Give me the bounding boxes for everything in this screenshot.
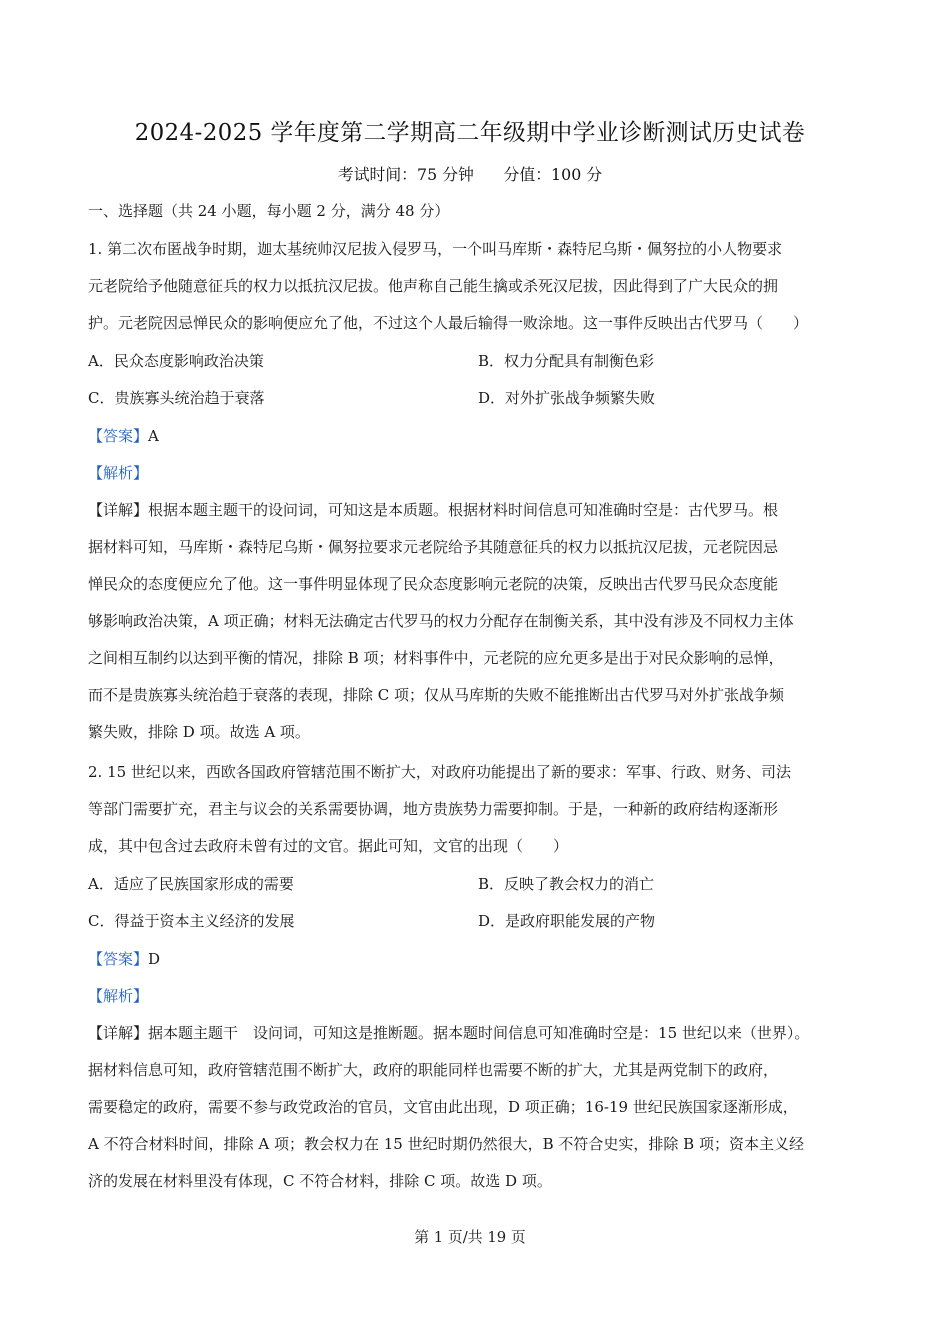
detail-text: 据本题主题干 设问词，可知这是推断题。据本题时间信息可知准确时空是：15 世纪以来（世界）。 xyxy=(148,1024,810,1042)
q1-stem-line: 护。元老院因忌惮民众的影响便应允了他，不过这个人最后输得一败涂地。这一事件反映出古代罗马（ ） xyxy=(88,314,809,332)
q1-detail-line: 惮民众的态度便应允了他。这一事件明显体现了民众态度影响元老院的决策，反映出古代罗马民众态度能 xyxy=(88,575,779,593)
q2-stem-line: 2. 15 世纪以来，西欧各国政府管辖范围不断扩大，对政府功能提出了新的要求：军事、行政、财务、司法 xyxy=(88,763,791,781)
detail-tag: 【详解】 xyxy=(88,501,149,519)
q1-option-c: C．贵族寡头统治趋于衰落 xyxy=(88,389,265,407)
q1-detail-line: 繁失败，排除 D 项。故选 A 项。 xyxy=(88,723,310,741)
q1-detail-line: 而不是贵族寡头统治趋于衰落的表现，排除 C 项；仅从马库斯的失败不能推断出古代罗马对外扩张战争频 xyxy=(88,686,785,704)
exam-score: 分值：100 分 xyxy=(503,165,603,184)
q1-option-b: B．权力分配具有制衡色彩 xyxy=(478,352,655,370)
analysis-tag: 【解析】 xyxy=(88,464,149,482)
q1-detail-line: 之间相互制约以达到平衡的情况，排除 B 项；材料事件中，元老院的应允更多是出于对民众影响的忌惮， xyxy=(88,649,784,667)
exam-info xyxy=(0,162,940,185)
q2-detail-line: A 不符合材料时间，排除 A 项；教会权力在 15 世纪时期仍然很大，B 不符合史实，排除 B 项；资本主义经 xyxy=(88,1135,804,1153)
q1-detail-line: 据材料可知，马库斯・森特尼乌斯・佩努拉要求元老院给予其随意征兵的权力以抵抗汉尼拔，元老院因忌 xyxy=(88,538,779,556)
q2-detail-line: 需要稳定的政府，需要不参与政党政治的官员，文官由此出现，D 项正确；16-19 世纪民族国家逐渐形成， xyxy=(88,1098,798,1116)
exam-title: 2024-2025 学年度第二学期高二年级期中学业诊断测试历史试卷 xyxy=(134,120,806,146)
section-heading: 一、选择题（共 24 小题，每小题 2 分，满分 48 分） xyxy=(88,202,450,220)
detail-tag: 【详解】 xyxy=(88,1024,149,1042)
q1-detail-line xyxy=(88,500,778,520)
q2-option-d: D．是政府职能发展的产物 xyxy=(478,912,656,930)
q1-option-d: D．对外扩张战争频繁失败 xyxy=(478,389,656,407)
q2-detail-line: 据材料信息可知，政府管辖范围不断扩大，政府的职能同样也需要不断的扩大，尤其是两党制下的政府， xyxy=(88,1061,779,1079)
detail-text: 根据本题主题干的设问词，可知这是本质题。根据材料时间信息可知准确时空是：古代罗马。根 xyxy=(148,501,779,519)
q1-analysis-tag xyxy=(88,463,148,483)
answer-tag: 【答案】 xyxy=(88,427,149,445)
q2-detail-line: 济的发展在材料里没有体现，C 不符合材料，排除 C 项。故选 D 项。 xyxy=(88,1172,552,1190)
answer-tag: 【答案】 xyxy=(88,950,149,968)
q2-answer xyxy=(88,949,160,969)
q2-detail-line xyxy=(88,1023,809,1043)
answer-value: A xyxy=(148,427,159,445)
q1-stem-line: 1. 第二次布匿战争时期，迦太基统帅汉尼拔入侵罗马，一个叫马库斯・森特尼乌斯・佩努拉的小人物要求 xyxy=(88,240,783,258)
q1-answer xyxy=(88,426,159,446)
analysis-tag: 【解析】 xyxy=(88,987,149,1005)
q1-stem-line: 元老院给予他随意征兵的权力以抵抗汉尼拔。他声称自己能生擒或杀死汉尼拔，因此得到了广大民众的拥 xyxy=(88,277,779,295)
page-footer: 第 1 页/共 19 页 xyxy=(414,1228,526,1246)
q2-option-c: C．得益于资本主义经济的发展 xyxy=(88,912,295,930)
answer-value: D xyxy=(148,950,161,968)
q2-option-a: A．适应了民族国家形成的需要 xyxy=(88,875,294,893)
exam-time: 考试时间：75 分钟 xyxy=(337,165,474,184)
q2-stem-line: 成，其中包含过去政府未曾有过的文官。据此可知，文官的出现（ ） xyxy=(88,837,569,855)
q1-option-a: A．民众态度影响政治决策 xyxy=(88,352,264,370)
q2-analysis-tag xyxy=(88,986,148,1006)
q1-detail-line: 够影响政治决策，A 项正确；材料无法确定古代罗马的权力分配存在制衡关系，其中没有涉及不同权力主体 xyxy=(88,612,794,630)
q2-option-b: B．反映了教会权力的消亡 xyxy=(478,875,655,893)
q2-stem-line: 等部门需要扩充，君主与议会的关系需要协调，地方贵族势力需要抑制。于是，一种新的政府结构逐渐形 xyxy=(88,800,779,818)
